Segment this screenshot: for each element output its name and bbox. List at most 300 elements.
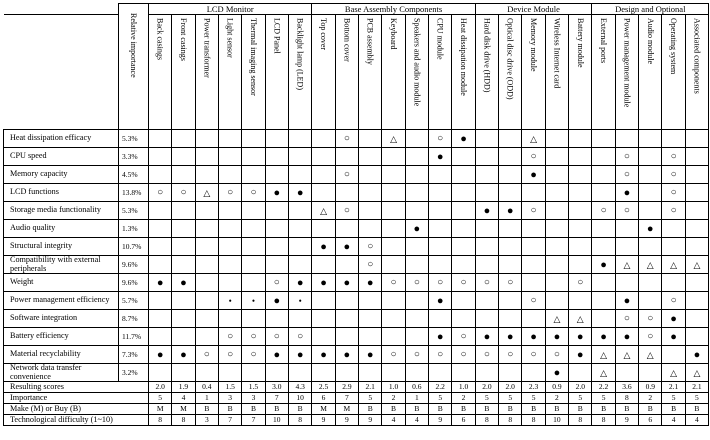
relationship-cell [312, 310, 335, 328]
relationship-cell [312, 220, 335, 238]
relationship-cell [545, 220, 568, 238]
footer-label: Make (M) or Buy (B) [4, 404, 149, 415]
relationship-symbol: • [298, 295, 302, 306]
component-header [359, 15, 382, 130]
relationship-cell [429, 310, 452, 328]
footer-value: 5 [662, 393, 685, 404]
footer-value: 5 [685, 393, 708, 404]
relationship-cell [405, 148, 428, 166]
relationship-cell [359, 346, 382, 364]
relationship-symbol: ● [320, 276, 327, 289]
relationship-cell [312, 148, 335, 166]
component-header-wrap [312, 15, 334, 129]
relationship-symbol: △ [646, 349, 654, 360]
component-label: Bottom cover [342, 18, 352, 62]
component-header-wrap [569, 15, 591, 129]
relationship-cell [405, 310, 428, 328]
requirement-row [4, 364, 709, 382]
relationship-cell [242, 256, 265, 274]
relationship-cell [685, 220, 708, 238]
relationship-symbol: ● [553, 330, 561, 343]
relationship-cell [522, 364, 545, 382]
relationship-cell [452, 148, 475, 166]
relationship-cell [405, 220, 428, 238]
relationship-cell [475, 166, 498, 184]
relationship-cell [569, 292, 592, 310]
component-header [218, 15, 241, 130]
footer-value: 8 [288, 415, 311, 426]
requirement-importance: 13.8% [119, 184, 149, 202]
relationship-cell [195, 310, 218, 328]
relationship-cell [149, 184, 172, 202]
requirement-importance: 3.2% [119, 364, 149, 382]
relationship-cell [288, 148, 311, 166]
relationship-symbol: △ [693, 259, 701, 270]
relationship-cell [685, 256, 708, 274]
relationship-cell [475, 346, 498, 364]
relationship-cell [218, 238, 241, 256]
component-header [545, 15, 568, 130]
relationship-cell [195, 220, 218, 238]
relationship-cell [195, 148, 218, 166]
requirement-label: Battery efficiency [4, 328, 119, 346]
relationship-cell [429, 220, 452, 238]
relationship-cell [522, 292, 545, 310]
relationship-cell [475, 202, 498, 220]
footer-value: 6 [639, 415, 662, 426]
relationship-cell [452, 238, 475, 256]
relationship-cell [522, 274, 545, 292]
relationship-cell [639, 220, 662, 238]
footer-row [4, 382, 709, 393]
component-label: External ports [599, 18, 609, 64]
component-label: Top cover [319, 18, 329, 51]
group-header: Device Module [475, 4, 592, 15]
relationship-cell [452, 166, 475, 184]
footer-value: B [522, 404, 545, 415]
requirement-importance: 3.3% [119, 148, 149, 166]
requirement-importance: 9.6% [119, 274, 149, 292]
footer-value: M [172, 404, 195, 415]
relationship-symbol: ● [670, 330, 677, 343]
component-header [685, 15, 708, 130]
requirement-row [4, 166, 709, 184]
component-label: Backlight lamp (LED) [295, 18, 305, 90]
footer-value: 2.5 [312, 382, 335, 393]
relationship-symbol: △ [320, 205, 328, 216]
footer-value: 2.0 [569, 382, 592, 393]
relationship-cell [218, 220, 241, 238]
relationship-symbol: ○ [670, 186, 677, 198]
relationship-symbol: ○ [343, 204, 350, 216]
relationship-symbol: △ [623, 259, 631, 270]
footer-value: 10 [288, 393, 311, 404]
relationship-symbol: ● [436, 330, 444, 343]
relationship-cell [592, 364, 615, 382]
footer-value: 9 [312, 415, 335, 426]
relationship-cell [429, 238, 452, 256]
relationship-symbol: ● [646, 222, 654, 235]
relationship-cell [429, 328, 452, 346]
relationship-cell [382, 202, 405, 220]
relationship-cell [452, 346, 475, 364]
relationship-cell [499, 274, 522, 292]
relationship-cell [569, 256, 592, 274]
relationship-cell [475, 274, 498, 292]
relative-importance-header [119, 4, 149, 130]
component-header [569, 15, 592, 130]
relationship-cell [359, 202, 382, 220]
relationship-symbol: ○ [507, 348, 514, 360]
requirement-row [4, 202, 709, 220]
relationship-cell [499, 364, 522, 382]
relationship-cell [499, 148, 522, 166]
relationship-cell [545, 130, 568, 148]
relationship-symbol: ● [600, 330, 607, 343]
relationship-cell [685, 328, 708, 346]
relationship-cell [499, 256, 522, 274]
relationship-cell [359, 220, 382, 238]
footer-value: 3.6 [615, 382, 638, 393]
relationship-cell [499, 184, 522, 202]
footer-value: 4 [685, 415, 708, 426]
requirement-row [4, 220, 709, 238]
footer-value: 1.0 [452, 382, 475, 393]
relationship-cell [312, 346, 335, 364]
relationship-cell [499, 238, 522, 256]
relationship-symbol: ● [483, 204, 491, 217]
relationship-symbol: △ [670, 367, 678, 378]
relationship-cell [685, 274, 708, 292]
relationship-cell [639, 310, 662, 328]
relationship-cell [569, 166, 592, 184]
relationship-cell [685, 292, 708, 310]
relationship-cell [218, 346, 241, 364]
relationship-cell [172, 346, 195, 364]
footer-value: 9 [335, 415, 358, 426]
relationship-symbol: ● [296, 348, 304, 361]
relationship-cell [149, 130, 172, 148]
relationship-cell [242, 364, 265, 382]
relationship-symbol: ○ [623, 312, 630, 324]
footer-value: 2.1 [359, 382, 382, 393]
relationship-cell [265, 256, 288, 274]
relationship-cell [288, 328, 311, 346]
relationship-symbol: ● [320, 240, 327, 253]
relationship-cell [592, 238, 615, 256]
requirement-importance: 10.7% [119, 238, 149, 256]
relationship-cell [265, 328, 288, 346]
relationship-cell [639, 292, 662, 310]
component-header [499, 15, 522, 130]
component-label: Thermal imaging sensor [248, 18, 258, 96]
component-label: Keyboard [389, 18, 399, 50]
relationship-cell [685, 148, 708, 166]
component-header [382, 15, 405, 130]
relationship-cell [242, 238, 265, 256]
component-label: Wireless Internet card [552, 18, 562, 89]
component-header [335, 15, 358, 130]
footer-value: 8 [172, 415, 195, 426]
relationship-cell [499, 328, 522, 346]
footer-value: B [592, 404, 615, 415]
footer-value: B [265, 404, 288, 415]
footer-value: 4 [405, 415, 428, 426]
relationship-cell [149, 220, 172, 238]
relationship-cell [195, 346, 218, 364]
relationship-cell [545, 202, 568, 220]
relationship-cell [569, 238, 592, 256]
relationship-cell [499, 166, 522, 184]
requirement-label: Structural integrity [4, 238, 119, 256]
relationship-symbol: △ [390, 133, 397, 144]
requirement-label: Memory capacity [4, 166, 119, 184]
relationship-cell [242, 166, 265, 184]
footer-value: 2.1 [662, 382, 685, 393]
relationship-cell [312, 328, 335, 346]
relationship-symbol: ○ [530, 150, 537, 162]
relationship-cell [172, 148, 195, 166]
relationship-cell [218, 256, 241, 274]
relationship-symbol: ● [623, 330, 631, 343]
component-header-wrap [662, 15, 684, 129]
footer-value: 10 [265, 415, 288, 426]
footer-label: Resulting scores [4, 382, 149, 393]
requirement-row [4, 274, 709, 292]
footer-value: B [359, 404, 382, 415]
relationship-cell [569, 202, 592, 220]
relationship-cell [569, 184, 592, 202]
relationship-cell [429, 256, 452, 274]
relationship-cell [569, 274, 592, 292]
relationship-cell [195, 130, 218, 148]
relationship-cell [149, 274, 172, 292]
relationship-cell [405, 328, 428, 346]
footer-value: B [405, 404, 428, 415]
relationship-cell [639, 166, 662, 184]
relationship-cell [359, 238, 382, 256]
relationship-cell [475, 328, 498, 346]
relationship-cell [312, 238, 335, 256]
relationship-symbol: ○ [297, 330, 304, 342]
relationship-cell [312, 166, 335, 184]
relationship-cell [288, 274, 311, 292]
relationship-symbol: ○ [623, 204, 630, 216]
relationship-cell [359, 328, 382, 346]
relationship-cell [592, 346, 615, 364]
footer-value: 7 [218, 415, 241, 426]
relationship-cell [685, 202, 708, 220]
footer-value: B [662, 404, 685, 415]
relationship-cell [522, 184, 545, 202]
relationship-cell [522, 238, 545, 256]
relationship-symbol: ● [436, 150, 444, 163]
relationship-cell [242, 346, 265, 364]
relationship-cell [195, 328, 218, 346]
footer-row [4, 415, 709, 426]
footer-value: B [545, 404, 568, 415]
relationship-cell [405, 256, 428, 274]
relationship-cell [335, 148, 358, 166]
relationship-cell [382, 310, 405, 328]
relationship-symbol: ○ [390, 276, 397, 288]
relationship-cell [405, 166, 428, 184]
relationship-cell [288, 346, 311, 364]
relationship-cell [429, 292, 452, 310]
relationship-cell [592, 148, 615, 166]
relationship-symbol: ○ [413, 348, 420, 360]
relationship-cell [475, 148, 498, 166]
footer-value: 2 [452, 393, 475, 404]
relationship-symbol: ● [600, 258, 607, 271]
relationship-cell [242, 310, 265, 328]
requirement-label: CPU speed [4, 148, 119, 166]
relationship-symbol: ○ [227, 330, 234, 342]
footer-value: 3 [242, 393, 265, 404]
relationship-symbol: ● [506, 330, 514, 343]
relationship-symbol: • [251, 295, 256, 306]
relationship-cell [149, 148, 172, 166]
footer-value: B [639, 404, 662, 415]
footer-value: B [615, 404, 638, 415]
relationship-cell [242, 292, 265, 310]
relationship-symbol: ○ [623, 150, 630, 162]
relationship-cell [452, 220, 475, 238]
relationship-cell [172, 328, 195, 346]
relationship-symbol: △ [693, 367, 701, 378]
footer-value: 2 [382, 393, 405, 404]
relationship-cell [592, 220, 615, 238]
relationship-symbol: ○ [437, 348, 444, 360]
relationship-symbol: ● [413, 222, 421, 235]
relationship-cell [662, 166, 685, 184]
relationship-cell [452, 256, 475, 274]
footer-value: 2.9 [335, 382, 358, 393]
relationship-symbol: ○ [413, 276, 420, 288]
relationship-cell [359, 364, 382, 382]
relationship-symbol: ○ [670, 204, 677, 216]
relationship-cell [452, 292, 475, 310]
relationship-symbol: ○ [203, 348, 210, 360]
relationship-cell [545, 256, 568, 274]
relationship-cell [615, 346, 638, 364]
relationship-cell [615, 274, 638, 292]
relationship-cell [569, 346, 592, 364]
relationship-cell [172, 274, 195, 292]
relationship-cell [429, 202, 452, 220]
relationship-symbol: ○ [647, 330, 654, 342]
requirement-label: Storage media functionality [4, 202, 119, 220]
requirement-label: Power management efficiency [4, 292, 119, 310]
relationship-symbol: ● [483, 330, 491, 343]
relationship-cell [685, 130, 708, 148]
component-header-wrap [172, 15, 194, 129]
footer-value: 4 [382, 415, 405, 426]
component-label: PCB assembly [365, 18, 375, 65]
relationship-cell [288, 166, 311, 184]
footer-value: B [499, 404, 522, 415]
relationship-symbol: ○ [507, 276, 514, 288]
relationship-cell [545, 238, 568, 256]
relationship-cell [265, 166, 288, 184]
relationship-symbol: △ [646, 259, 654, 270]
footer-value: 1 [195, 393, 218, 404]
component-header-wrap [616, 15, 638, 129]
footer-value: 6 [452, 415, 475, 426]
footer-value: B [288, 404, 311, 415]
relationship-cell [615, 148, 638, 166]
relationship-cell [405, 292, 428, 310]
relationship-cell [615, 166, 638, 184]
component-label: Front casings [178, 18, 188, 61]
relationship-cell [615, 130, 638, 148]
relationship-symbol: ○ [250, 186, 257, 198]
relationship-cell [592, 328, 615, 346]
relationship-cell [639, 274, 662, 292]
relationship-symbol: ○ [483, 348, 490, 360]
footer-value: B [475, 404, 498, 415]
relationship-cell [685, 310, 708, 328]
relationship-cell [149, 346, 172, 364]
relationship-cell [149, 310, 172, 328]
footer-value: 9 [429, 415, 452, 426]
relationship-cell [172, 184, 195, 202]
relationship-cell [242, 220, 265, 238]
footer-value: 2.0 [149, 382, 172, 393]
relationship-cell [685, 364, 708, 382]
relationship-cell [452, 130, 475, 148]
relationship-cell [265, 364, 288, 382]
relationship-cell [149, 328, 172, 346]
relationship-cell [639, 256, 662, 274]
footer-value: M [312, 404, 335, 415]
relationship-cell [265, 202, 288, 220]
footer-value: B [429, 404, 452, 415]
group-header-row [4, 4, 709, 15]
relationship-symbol: △ [600, 349, 608, 360]
relationship-cell [592, 274, 615, 292]
relationship-symbol: ● [366, 276, 374, 289]
component-header-wrap [219, 15, 241, 129]
relationship-cell [265, 274, 288, 292]
relationship-symbol: ○ [577, 276, 584, 288]
relationship-cell [452, 202, 475, 220]
relationship-cell [288, 364, 311, 382]
footer-value: 2.2 [592, 382, 615, 393]
relationship-cell [335, 292, 358, 310]
relationship-cell [359, 310, 382, 328]
relationship-cell [429, 346, 452, 364]
relationship-cell [405, 184, 428, 202]
requirement-row [4, 184, 709, 202]
relationship-cell [149, 202, 172, 220]
requirement-row [4, 238, 709, 256]
footer-value: B [242, 404, 265, 415]
component-label: Power management module [622, 18, 632, 108]
relationship-symbol: • [228, 295, 232, 306]
relationship-cell [242, 130, 265, 148]
relationship-symbol: ○ [670, 150, 677, 162]
relationship-symbol: △ [670, 259, 678, 270]
relationship-cell [312, 274, 335, 292]
footer-value: 1.9 [172, 382, 195, 393]
relationship-cell [335, 184, 358, 202]
requirement-row [4, 310, 709, 328]
relationship-cell [265, 184, 288, 202]
relationship-cell [242, 274, 265, 292]
footer-value: 8 [522, 415, 545, 426]
relationship-symbol: ○ [460, 276, 467, 288]
